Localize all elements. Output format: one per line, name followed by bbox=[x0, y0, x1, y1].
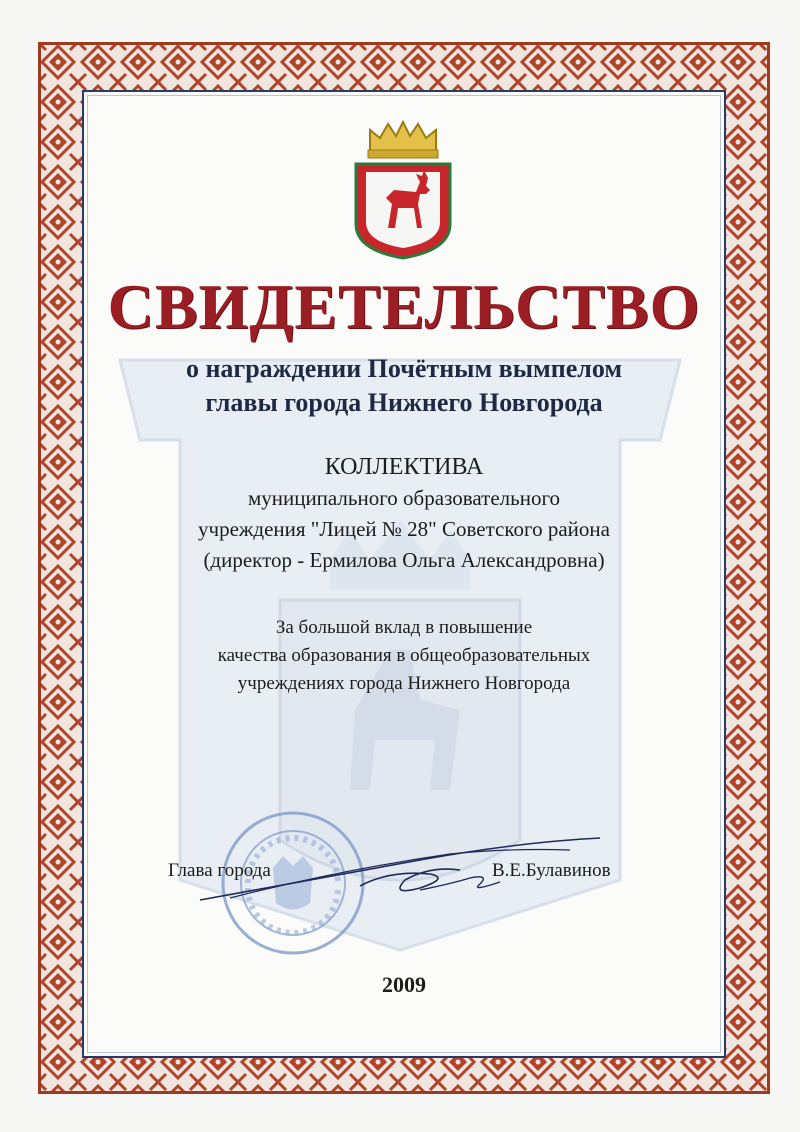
certificate-title: СВИДЕТЕЛЬСТВО bbox=[107, 271, 701, 342]
certificate-subtitle bbox=[82, 352, 726, 420]
certificate-year: 2009 bbox=[382, 972, 426, 997]
recipient-block bbox=[82, 452, 726, 576]
signatory-title: Глава города bbox=[168, 860, 271, 881]
subtitle-line: о награждении Почётным вымпелом bbox=[185, 354, 623, 383]
signatory-name: В.Е.Булавинов bbox=[492, 860, 611, 881]
coat-of-arms-emblem bbox=[348, 120, 458, 260]
recipient-heading: КОЛЛЕКТИВА bbox=[324, 454, 484, 480]
subtitle-line: главы города Нижнего Новгорода bbox=[205, 388, 603, 417]
award-reason bbox=[82, 614, 726, 698]
reason-line: За большой вклад в повышение bbox=[275, 617, 533, 638]
recipient-line: (директор - Ермилова Ольга Александровна) bbox=[203, 548, 605, 572]
recipient-line: учреждения "Лицей № 28" Советского района bbox=[198, 517, 610, 541]
handwritten-signature bbox=[190, 830, 610, 920]
reason-line: качества образования в общеобразовательных bbox=[217, 645, 591, 666]
recipient-line: муниципального образовательного bbox=[247, 486, 561, 510]
reason-line: учреждениях города Нижнего Новгорода bbox=[237, 673, 571, 694]
